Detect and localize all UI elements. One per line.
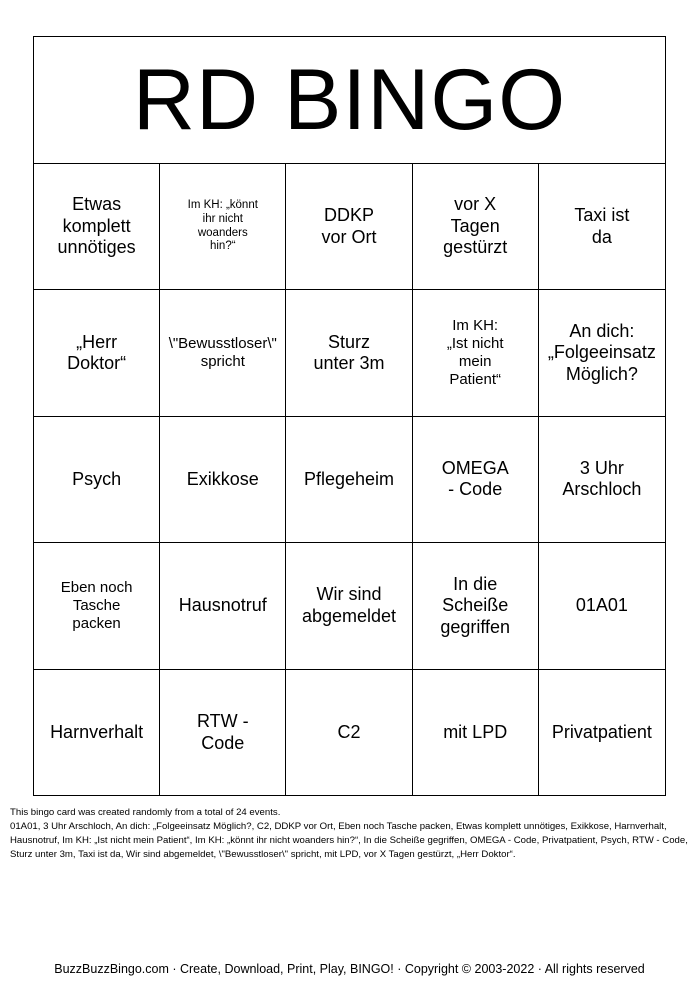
bingo-cell-text: Pflegeheim [303,468,395,489]
bingo-cell[interactable] [539,290,665,416]
bingo-cell-text: 01A01 [575,595,628,616]
bingo-cell[interactable] [413,417,539,543]
bingo-cell-text: Psych [72,468,122,489]
bingo-cell[interactable] [286,290,412,416]
bingo-cell-text: Taxi ist da [574,205,630,247]
bingo-cell[interactable] [286,670,412,796]
site-footer: BuzzBuzzBingo.com · Create, Download, Print, Play, BINGO! · Copyright © 2003-2022 · All rights reserved [54,962,645,976]
bingo-cell-text: Wir sind abgemeldet [301,584,397,626]
bingo-cell-text: Privatpatient [551,722,652,742]
bingo-cell-text: Hausnotruf [178,595,267,616]
bingo-cell-text: 3 Uhr Arschloch [562,457,642,500]
bingo-cell-text: An dich: „Folgeeinsatz Möglich? [547,320,656,384]
info-summary: This bingo card was created randomly from a total of 24 events. [10,807,281,818]
bingo-cell-text: „Herr Doktor“ [67,331,127,374]
bingo-cell[interactable] [160,290,286,416]
bingo-cell-text: Im KH: „Ist nicht mein Patient“ [446,317,504,389]
bingo-cell[interactable] [286,543,412,669]
card-info [10,806,690,862]
bingo-cell[interactable] [413,543,539,669]
bingo-cell[interactable] [539,670,665,796]
bingo-cell[interactable] [413,164,539,290]
bingo-cell[interactable] [413,290,539,416]
bingo-cell-text: In die Scheiße gegriffen [440,573,511,637]
bingo-cell[interactable] [539,543,665,669]
bingo-cell[interactable] [160,543,286,669]
bingo-cell[interactable] [286,417,412,543]
bingo-cell[interactable] [160,164,286,290]
bingo-cell[interactable] [34,670,160,796]
bingo-cell-text: Exikkose [186,468,259,489]
card-title: RD BINGO [34,37,665,164]
bingo-cell[interactable] [34,164,160,290]
bingo-cell-text: Harnverhalt [50,722,144,742]
bingo-cell-text: Im KH: „könnt ihr nicht woanders hin?“ [187,199,258,253]
bingo-cell[interactable] [413,670,539,796]
bingo-cell-text: Sturz unter 3m [313,331,385,374]
bingo-cell[interactable] [34,290,160,416]
bingo-cell-text: C2 [337,722,361,742]
info-event-list: 01A01, 3 Uhr Arschloch, An dich: „Folgeeinsatz Möglich?, C2, DDKP vor Ort, Eben noch Tasche packen, Etwas komplett unnötiges, Exikkose, Harnverhalt, Hausnotruf, Im KH: „Ist nicht mein Patient“, Im KH: „könnt ihr nicht woanders hin?“, In die Scheiße gegriffen, OMEGA - Code, Privatpatient, Psych, RTW - Code, Sturz unter 3m, Taxi ist da, Wir sind abgemeldet, \"Bewusstloser\" spricht, mit LPD, vor X Tagen gestürzt, „Herr Doktor“. [10,821,688,860]
bingo-cell-text: RTW - Code [196,711,249,753]
bingo-card [33,36,666,796]
bingo-cell[interactable] [539,164,665,290]
bingo-cell-text: \"Bewusstloser\" spricht [168,335,277,371]
bingo-cell-text: Etwas komplett unnötiges [57,194,136,258]
bingo-grid [34,164,665,796]
bingo-cell-text: mit LPD [443,722,508,742]
bingo-cell-text: vor X Tagen gestürzt [443,194,508,258]
bingo-cell-text: OMEGA - Code [441,457,509,500]
bingo-cell[interactable] [160,670,286,796]
bingo-cell-text: Eben noch Tasche packen [60,578,133,632]
bingo-cell-text: DDKP vor Ort [321,205,377,247]
bingo-cell[interactable] [539,417,665,543]
bingo-cell[interactable] [34,417,160,543]
bingo-cell[interactable] [286,164,412,290]
bingo-cell[interactable] [34,543,160,669]
bingo-cell[interactable] [160,417,286,543]
